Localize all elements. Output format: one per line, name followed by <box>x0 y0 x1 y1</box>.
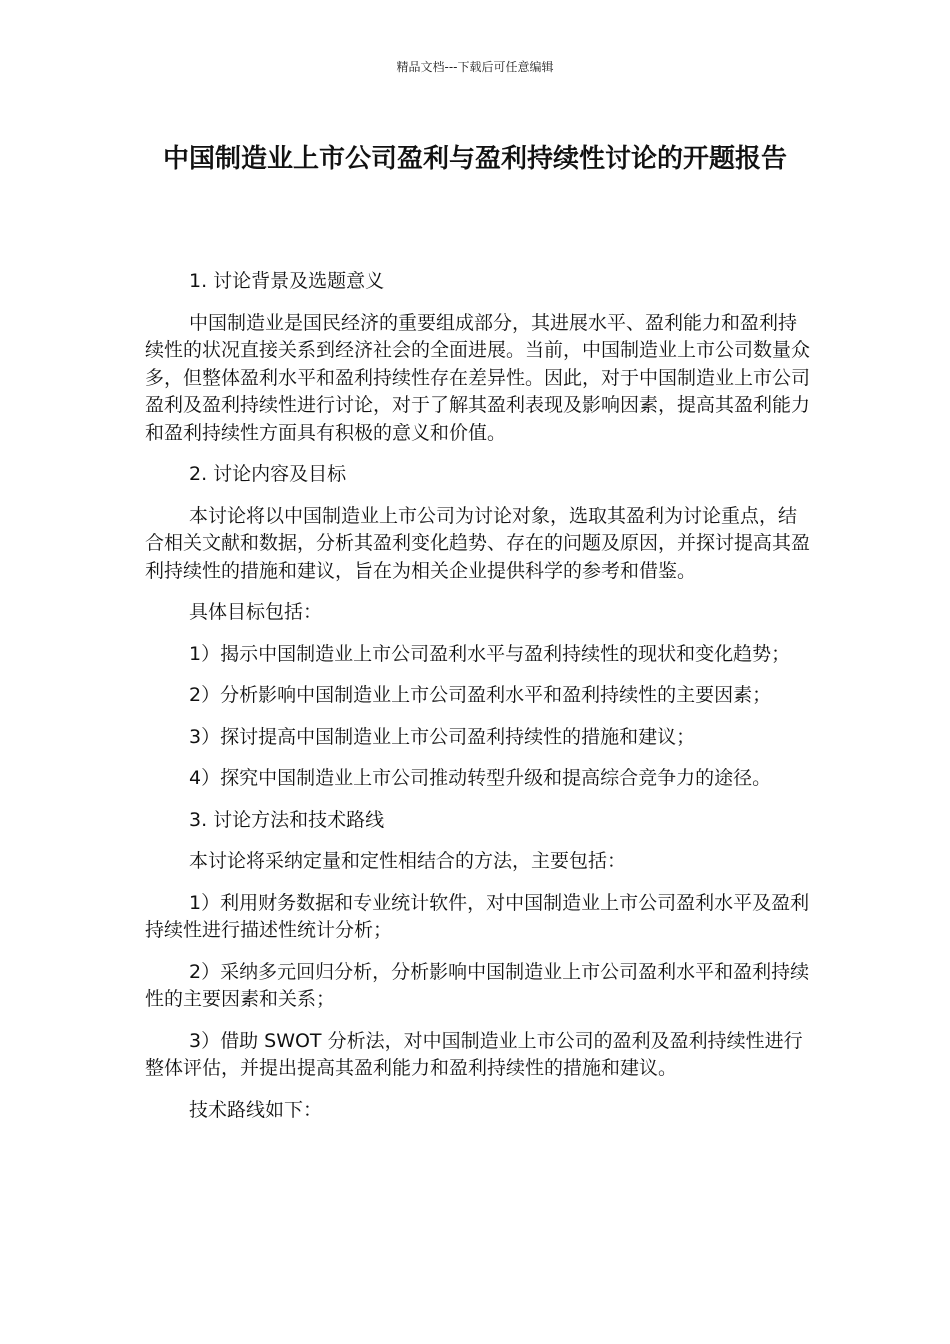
goal-item-4: 4）探究中国制造业上市公司推动转型升级和提高综合竞争力的途径。 <box>189 767 772 789</box>
section-heading-methods: 3. 讨论方法和技术路线 <box>189 808 385 831</box>
method-item-1: 1）利用财务数据和专业统计软件，对中国制造业上市公司盈利水平及盈利持续性进行描述性统计分析； <box>145 891 810 941</box>
document-title: 中国制造业上市公司盈利与盈利持续性讨论的开题报告 <box>162 144 787 174</box>
paragraph-roadmap: 技术路线如下： <box>189 1098 323 1121</box>
paragraph-methods-intro: 本讨论将采纳定量和定性相结合的方法，主要包括： <box>189 850 627 872</box>
paragraph-content: 本讨论将以中国制造业上市公司为讨论对象，选取其盈利为讨论重点，结合相关文献和数据，分析其盈利变化趋势、存在的问题及原因，并探讨提高其盈利持续性的措施和建议，旨在为相关企业提供科学的参考和借鉴。 <box>145 504 811 582</box>
paragraph-background: 中国制造业是国民经济的重要组成部分，其进展水平、盈利能力和盈利持续性的状况直接关系到经济社会的全面进展。当前，中国制造业上市公司数量众多，但整体盈利水平和盈利持续性存在差异性。因此，对于中国制造业上市公司盈利及盈利持续性进行讨论，对于了解其盈利表现及影响因素，提高其盈利能力和盈利持续性方面具有积极的意义和价值。 <box>145 311 811 444</box>
section-heading-background: 1. 讨论背景及选题意义 <box>189 270 385 292</box>
paragraph-goals-intro: 具体目标包括： <box>189 601 323 623</box>
goal-item-3: 3）探讨提高中国制造业上市公司盈利持续性的措施和建议； <box>189 725 696 748</box>
document-body <box>145 268 815 1138</box>
section-heading-content: 2. 讨论内容及目标 <box>189 463 347 485</box>
method-item-3: 3）借助 SWOT 分析法，对中国制造业上市公司的盈利及盈利持续性进行整体评估，并提出提高其盈利能力和盈利持续性的措施和建议。 <box>145 1029 803 1079</box>
method-item-2: 2）采纳多元回归分析，分析影响中国制造业上市公司盈利水平和盈利持续性的主要因素和关系； <box>145 960 810 1010</box>
goal-item-2: 2）分析影响中国制造业上市公司盈利水平和盈利持续性的主要因素； <box>189 684 772 706</box>
goal-item-1: 1）揭示中国制造业上市公司盈利水平与盈利持续性的现状和变化趋势； <box>189 642 791 665</box>
header-note: 精品文档---下载后可任意编辑 <box>396 60 554 74</box>
